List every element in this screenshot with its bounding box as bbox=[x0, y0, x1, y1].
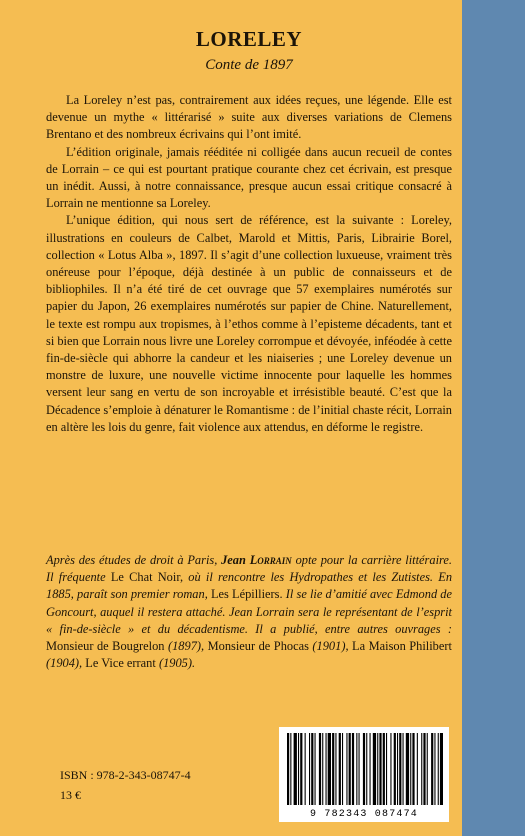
barcode-bar bbox=[315, 733, 316, 805]
price-text: 13 € bbox=[60, 788, 81, 802]
barcode-bar bbox=[410, 733, 411, 805]
bio-year-6: (1905). bbox=[158, 656, 196, 671]
barcode-bar bbox=[328, 733, 331, 805]
barcode-bar bbox=[403, 733, 404, 805]
author-first-name: Jean bbox=[221, 553, 246, 567]
bio-work-6: Le Vice errant bbox=[85, 656, 156, 671]
barcode-bar bbox=[319, 733, 321, 805]
barcode-bar bbox=[294, 733, 297, 805]
spine-band bbox=[462, 0, 525, 836]
blurb bbox=[46, 92, 452, 436]
barcode-bar bbox=[399, 733, 401, 805]
blurb-paragraph-1: La Loreley n’est pas, contrairement aux idées reçues, une légende. Elle est devenue un mythe « littérarisé » suite aux diverses variations de Clemens Brentano et des nombreux écrivains qui l’ont imité. bbox=[46, 93, 452, 142]
barcode-bar bbox=[359, 733, 360, 805]
author-last-name: Lorrain bbox=[249, 553, 292, 567]
barcode-bars bbox=[285, 733, 443, 809]
book-subtitle: Conte de 1897 bbox=[205, 57, 293, 73]
back-cover bbox=[46, 0, 452, 836]
author-bio-text bbox=[46, 552, 452, 672]
barcode-bar bbox=[390, 733, 391, 805]
barcode-bar bbox=[379, 733, 381, 805]
barcode-bar bbox=[417, 733, 418, 805]
barcode-bar bbox=[386, 733, 387, 805]
bio-text-3: Il se lie d’amitié avec Edmond de Goncourt, auquel il restera attaché. Jean Lorrain sera le représentant de l’esprit « fin-de-siècle » et du décadentisme. Il a publié, entre autres ouvrages : bbox=[46, 587, 452, 636]
barcode-bar bbox=[397, 733, 398, 805]
author-bio bbox=[46, 552, 452, 672]
barcode-bar bbox=[339, 733, 341, 805]
barcode-digits: 9 782343 087474 bbox=[309, 809, 418, 820]
barcode-bar bbox=[290, 733, 291, 805]
barcode-bar bbox=[383, 733, 385, 805]
barcode-bar bbox=[346, 733, 347, 805]
bio-work-4: Monsieur de Phocas bbox=[207, 639, 309, 654]
barcode-bar bbox=[427, 733, 428, 805]
barcode-bar bbox=[431, 733, 433, 805]
barcode-bar bbox=[370, 733, 371, 805]
barcode-bar bbox=[406, 733, 409, 805]
barcode-bar bbox=[377, 733, 378, 805]
barcode-bar bbox=[421, 733, 422, 805]
barcode-bar bbox=[309, 733, 310, 805]
barcode-bar bbox=[434, 733, 435, 805]
barcode-bar bbox=[440, 733, 443, 805]
barcode-bar bbox=[300, 733, 302, 805]
barcode-bar bbox=[373, 733, 376, 805]
blurb-paragraph-3: L’unique édition, qui nous sert de référence, est la suivante : Loreley, illustrations en couleurs de Calbet, Marold et Mittis, Paris, Librairie Borel, collection « Lotus Alba », 1897. Il s’agit d’une collection luxueuse, vraiment très onéreuse pour l’époque, déjà destinée à un public de connaisseurs et de bibliophiles. Il n’a été tiré de cet ouvrage que 57 exemplaires numérotés sur papier du Japon, 26 exemplaires numérotés sur papier de Chine. Naturellement, le texte est rompu aux tropismes, à l’ethos comme à l’episteme décadents, tant et si bien que Lorrain nous livre une Loreley corrompue et dévoyée, inféodée à cette fin-de-siècle qui abhorre la candeur et les niaiseries ; une Loreley devenue un monstre de luxure, une nouvelle victime innocente pour laquelle les hommes versent leur sang en vertu de son incroyable et irrésistible beauté. C’est que la Décadence s’emploie à dénaturer le Romantisme : de l’initial chaste récit, Lorrain en altère les lois du genre, fait violence aux attendus, en déforme le registre. bbox=[46, 213, 452, 434]
barcode-bar bbox=[366, 733, 367, 805]
bio-year-4: (1901), bbox=[312, 639, 349, 654]
isbn-text: ISBN : 978-2-343-08747-4 bbox=[60, 768, 191, 782]
barcode-bar bbox=[335, 733, 336, 805]
author-name bbox=[221, 553, 292, 567]
bio-work-3: Monsieur de Bougrelon bbox=[46, 639, 165, 654]
barcode-bar bbox=[438, 733, 439, 805]
bio-intro: Après des études de droit à Paris, bbox=[46, 553, 218, 567]
bio-text-2: où il rencontre les Hydropathes et les Zutistes. En 1885, paraît son premier roman, bbox=[46, 570, 453, 602]
barcode-bar bbox=[412, 733, 414, 805]
book-title: LORELEY bbox=[195, 27, 303, 51]
bio-text-1: opte pour la carrière littéraire. Il fréquente bbox=[46, 553, 452, 585]
barcode-bar bbox=[342, 733, 343, 805]
barcode-bar bbox=[305, 733, 306, 805]
barcode-bar bbox=[363, 733, 365, 805]
barcode-bar bbox=[326, 733, 327, 805]
bio-year-3: (1897), bbox=[167, 639, 205, 654]
barcode-bar bbox=[423, 733, 425, 805]
barcode-bar bbox=[298, 733, 299, 805]
barcode-bar bbox=[349, 733, 351, 805]
bio-work-1: Le Chat Noir, bbox=[110, 570, 184, 585]
barcode-bar bbox=[311, 733, 313, 805]
bio-year-5: (1904), bbox=[46, 656, 83, 671]
barcode-bar bbox=[287, 733, 289, 805]
barcode-bar bbox=[332, 733, 334, 805]
barcode-bar bbox=[352, 733, 354, 805]
barcode-bar bbox=[322, 733, 323, 805]
barcode-bar bbox=[394, 733, 396, 805]
barcode-bar bbox=[356, 733, 357, 805]
barcode bbox=[279, 727, 449, 822]
bio-work-5: La Maison Philibert bbox=[352, 639, 452, 654]
blurb-paragraph-2: L’édition originale, jamais rééditée ni colligée dans aucun recueil de contes de Lorrain – ce qui est pourtant pratique courante chez cet écrivain, est presque un inédit. Aussi, à notre connaissance, presque aucun essai critique consacré à Lorrain ne mentionne sa Loreley. bbox=[46, 144, 452, 211]
bio-work-2: Les Lépilliers. bbox=[210, 587, 283, 602]
